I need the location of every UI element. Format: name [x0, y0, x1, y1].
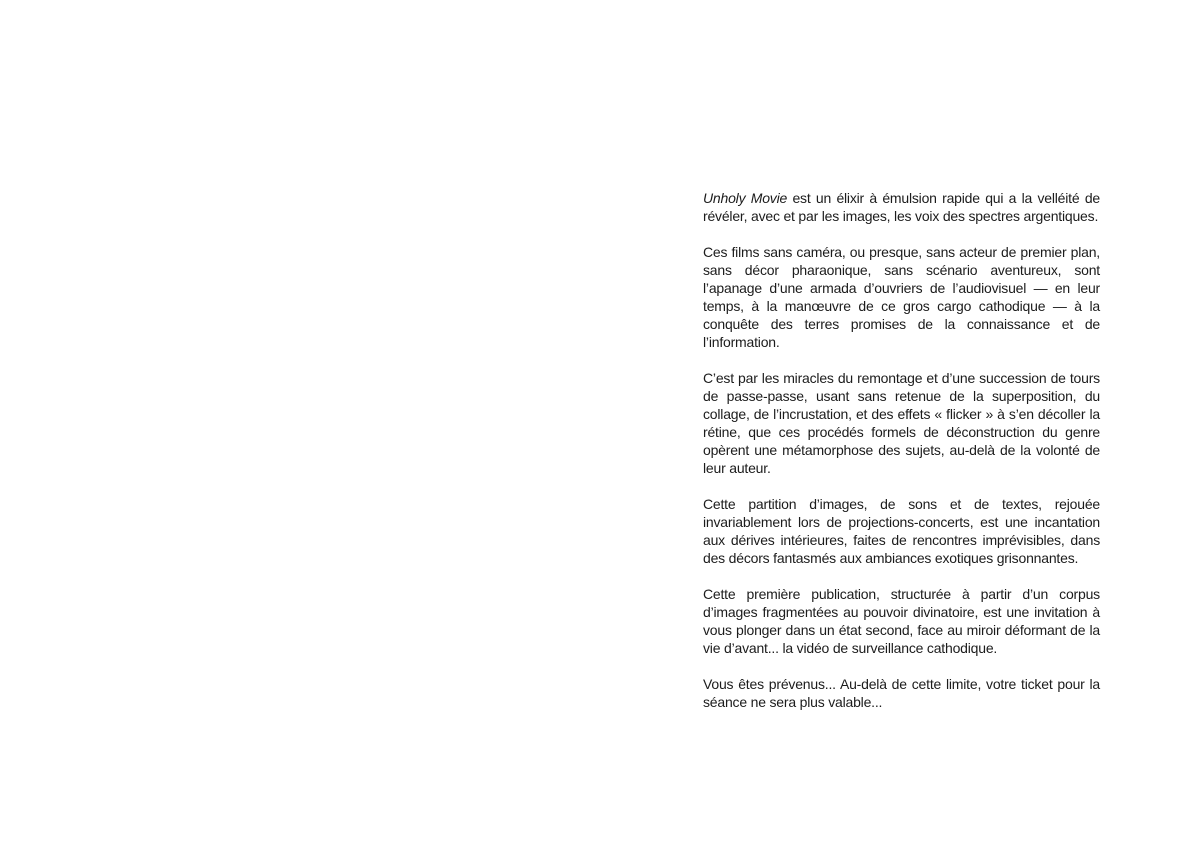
paragraph-publication: Cette première publication, structurée à partir d’un corpus d’images fragmentées au pouvoir divinatoire, est une invitation à vous plonger dans un état second, face au miroir déformant de la vie d’avant... la vidéo de surveillance cathodique.	[703, 586, 1100, 656]
paragraph-intro-text: est un élixir à émulsion rapide qui a la velléité de révéler, avec et par les images, les voix des spectres argentiques.	[703, 190, 1100, 224]
body-text-column	[703, 189, 1100, 729]
paragraph-intro	[703, 189, 1100, 225]
film-title: Unholy Movie	[703, 190, 788, 206]
paragraph-warning: Vous êtes prévenus... Au-delà de cette limite, votre ticket pour la séance ne sera plus valable...	[703, 676, 1100, 710]
paragraph-films: Ces films sans caméra, ou presque, sans acteur de premier plan, sans décor pharaonique, sans scénario aventureux, sont l’apanage d’une armada d’ouvriers de l’audiovisuel — en leur temps, à la manœuvre de ce gros cargo cathodique — à la conquête des terres promises de la connaissance et de l’information.	[703, 244, 1100, 350]
paragraph-partition: Cette partition d’images, de sons et de textes, rejouée invariablement lors de projections-concerts, est une incantation aux dérives intérieures, faites de rencontres imprévisibles, dans des décors fantasmés aux ambiances exotiques grisonnantes.	[703, 496, 1100, 566]
paragraph-remontage: C’est par les miracles du remontage et d’une succession de tours de passe-passe, usant sans retenue de la superposition, du collage, de l’incrustation, et des effets « flicker » à s’en décoller la rétine, que ces procédés formels de déconstruction du genre opèrent une métamorphose des sujets, au-delà de la volonté de leur auteur.	[703, 370, 1100, 476]
